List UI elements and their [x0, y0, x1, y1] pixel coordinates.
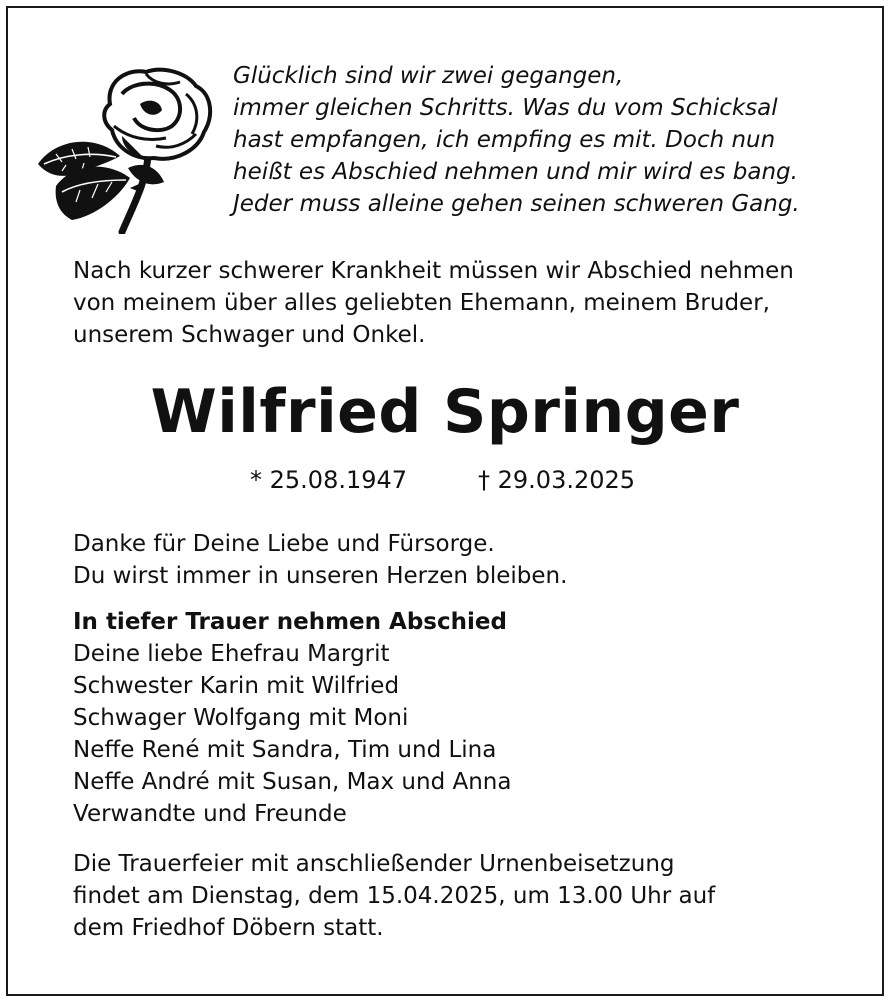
thanks-line: Danke für Deine Liebe und Fürsorge. — [73, 531, 495, 557]
intro-line: Nach kurzer schwerer Krankheit müssen wir Abschied nehmen — [73, 258, 794, 284]
mourner-line: Schwager Wolfgang mit Moni — [73, 705, 409, 731]
mourner-line: Verwandte und Freunde — [73, 801, 347, 827]
service-line: Die Trauerfeier mit anschließender Urnenbeisetzung — [73, 851, 675, 877]
poem-line: Glücklich sind wir zwei gegangen, — [233, 63, 624, 89]
intro-line: unserem Schwager und Onkel. — [73, 322, 426, 348]
birth-date: * 25.08.1947 — [250, 466, 408, 494]
mourner-line: Schwester Karin mit Wilfried — [73, 673, 400, 699]
poem — [233, 60, 800, 220]
thanks-line: Du wirst immer in unseren Herzen bleiben. — [73, 563, 568, 589]
mourner-line: Neffe André mit Susan, Max und Anna — [73, 769, 512, 795]
poem-line: Jeder muss alleine gehen seinen schweren Gang. — [233, 191, 800, 217]
mourner-line: Neffe René mit Sandra, Tim und Lina — [73, 737, 497, 763]
mourners-heading: In tiefer Trauer nehmen Abschied — [73, 609, 507, 635]
thanks-text — [73, 528, 567, 592]
intro-line: von meinem über alles geliebten Ehemann, meinem Bruder, — [73, 290, 770, 316]
poem-line: immer gleichen Schritts. Was du vom Schicksal — [233, 95, 778, 121]
mourners-block — [73, 606, 511, 830]
poem-line: heißt es Abschied nehmen und mir wird es bang. — [233, 159, 798, 185]
deceased-name: Wilfried Springer — [150, 377, 740, 447]
poem-line: hast empfangen, ich empfing es mit. Doch nun — [233, 127, 776, 153]
rose-icon — [36, 64, 216, 234]
intro-text — [73, 255, 794, 351]
service-line: dem Friedhof Döbern statt. — [73, 915, 384, 941]
death-date: † 29.03.2025 — [478, 466, 636, 494]
service-info — [73, 848, 715, 944]
mourner-line: Deine liebe Ehefrau Margrit — [73, 641, 390, 667]
service-line: findet am Dienstag, dem 15.04.2025, um 13.00 Uhr auf — [73, 883, 716, 909]
